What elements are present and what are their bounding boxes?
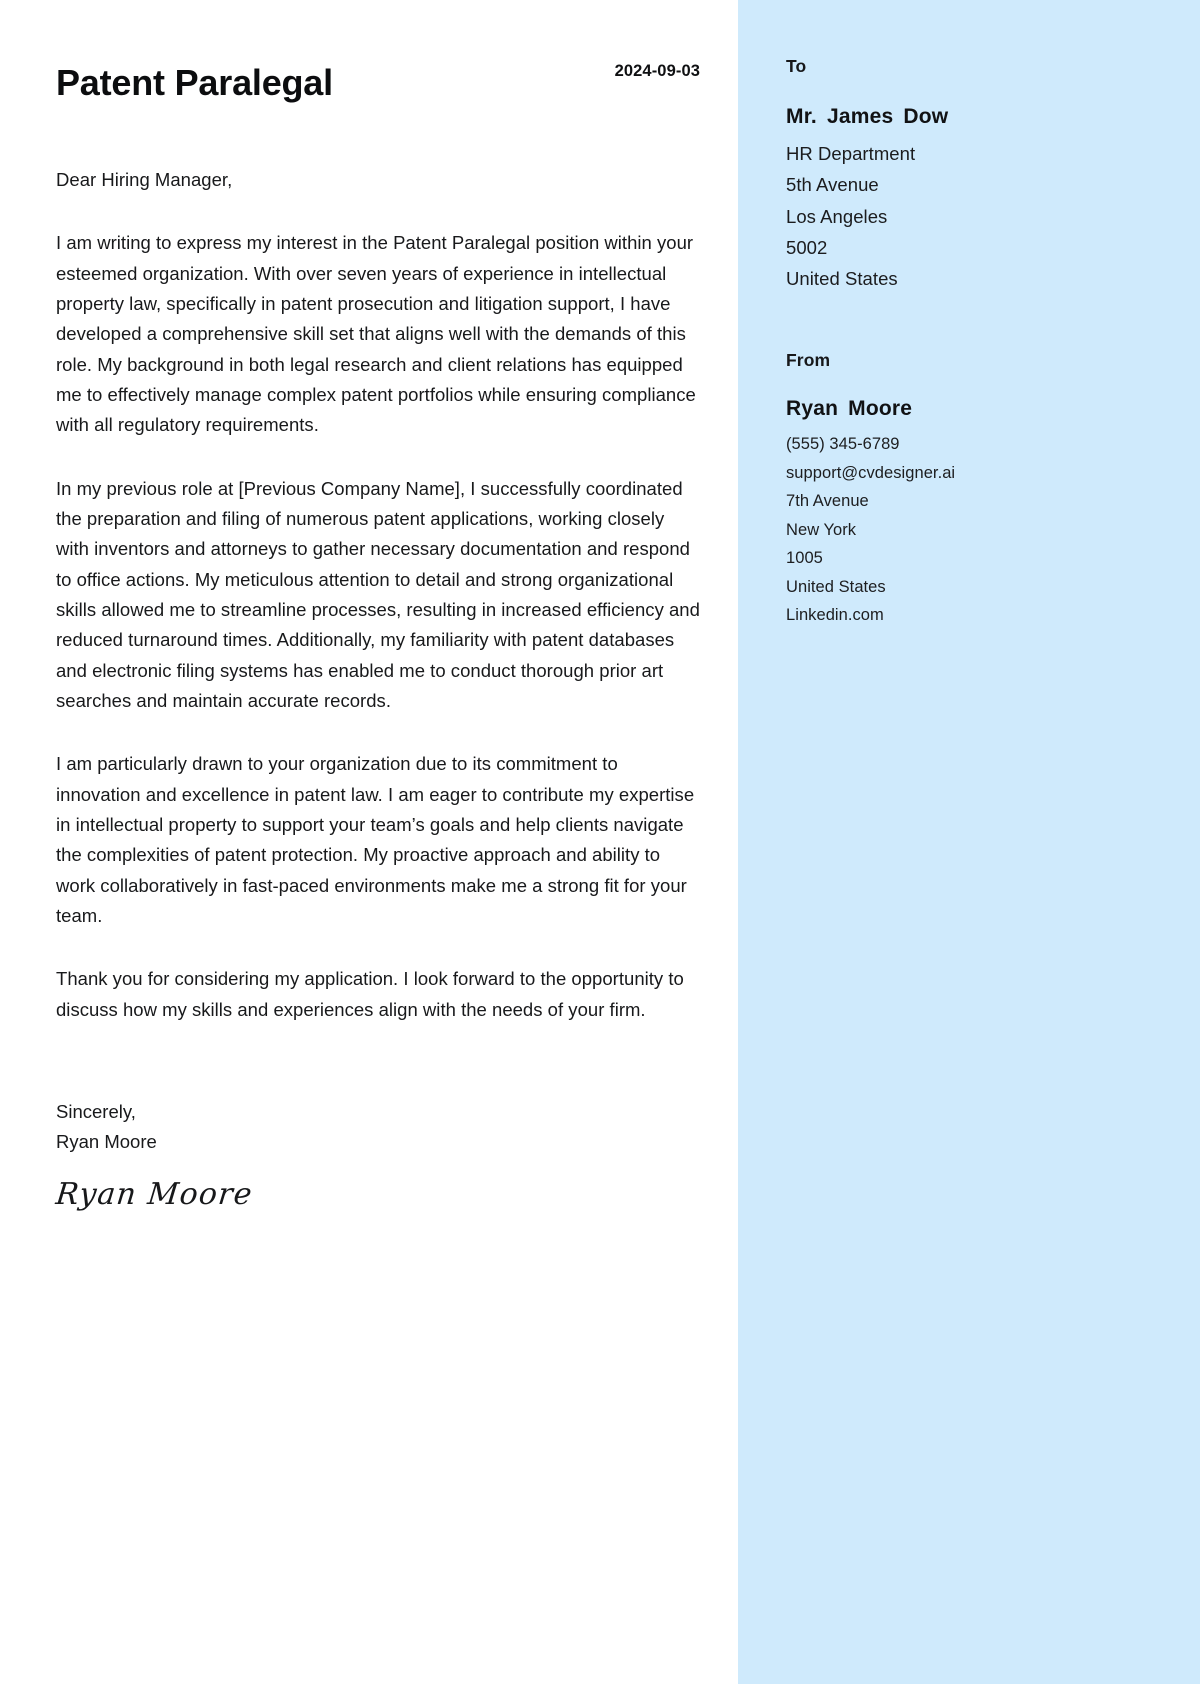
from-heading: From: [786, 349, 831, 370]
salutation: Dear Hiring Manager,: [56, 169, 233, 191]
page-title: Patent Paralegal: [56, 62, 333, 103]
letter-date: 2024-09-03: [614, 62, 700, 80]
recipient-line: United States: [786, 267, 898, 289]
contact-sidebar: [738, 0, 1200, 1684]
sender-linkedin[interactable]: Linkedin.com: [786, 606, 884, 625]
signature: Ryan Moore: [54, 1176, 255, 1212]
recipient-line: 5002: [786, 236, 828, 258]
sender-line: 7th Avenue: [786, 492, 869, 511]
sender-line: 1005: [786, 549, 823, 568]
closing-word: Sincerely,: [56, 1100, 136, 1122]
letter-paragraph: Thank you for considering my application. I look forward to the opportunity to discuss how my skills and experiences align with the needs of your firm.: [56, 968, 684, 1020]
sender-line: New York: [786, 520, 857, 539]
recipient-name: Mr. James Dow: [786, 105, 949, 128]
letter-paragraph: In my previous role at [Previous Company Name], I successfully coordinated the preparation and filing of numerous patent applications, working closely with inventors and attorneys to gather necessary documentation and respond to office actions. My meticulous attention to detail and strong organizational skills allowed me to streamline processes, resulting in increased efficiency and reduced turnaround times. Additionally, my familiarity with patent databases and electronic filing systems has enabled me to conduct thorough prior art searches and maintain accurate records.: [56, 477, 700, 711]
recipient-line: HR Department: [786, 143, 916, 165]
sender-block: [786, 350, 1160, 630]
letter-paragraph: I am writing to express my interest in the Patent Paralegal position within your esteemed organization. With over seven years of experience in intellectual property law, specifically in patent prosecution and litigation support, I have developed a comprehensive skill set that aligns well with the demands of this role. My background in both legal research and client relations has equipped me to effectively manage complex patent portfolios while ensuring compliance with all regulatory requirements.: [56, 232, 696, 436]
sender-email[interactable]: support@cvdesigner.ai: [786, 463, 956, 482]
closing-block: [56, 1097, 700, 1158]
sender-name: Ryan Moore: [786, 396, 913, 420]
sender-line: United States: [786, 577, 886, 596]
to-heading: To: [786, 56, 807, 76]
recipient-block: [786, 56, 1160, 294]
recipient-line: 5th Avenue: [786, 174, 879, 196]
letter-header: [56, 52, 700, 103]
letter-paragraph: I am particularly drawn to your organization due to its commitment to innovation and excellence in patent law. I am eager to contribute my expertise in intellectual property to support your team’s goals and help clients navigate the complexities of patent protection. My proactive approach and ability to work collaboratively in fast-paced environments make me a strong fit for your team.: [56, 753, 695, 926]
recipient-line: Los Angeles: [786, 205, 888, 227]
sender-phone[interactable]: (555) 345-6789: [786, 435, 900, 454]
closing-name: Ryan Moore: [56, 1131, 157, 1153]
